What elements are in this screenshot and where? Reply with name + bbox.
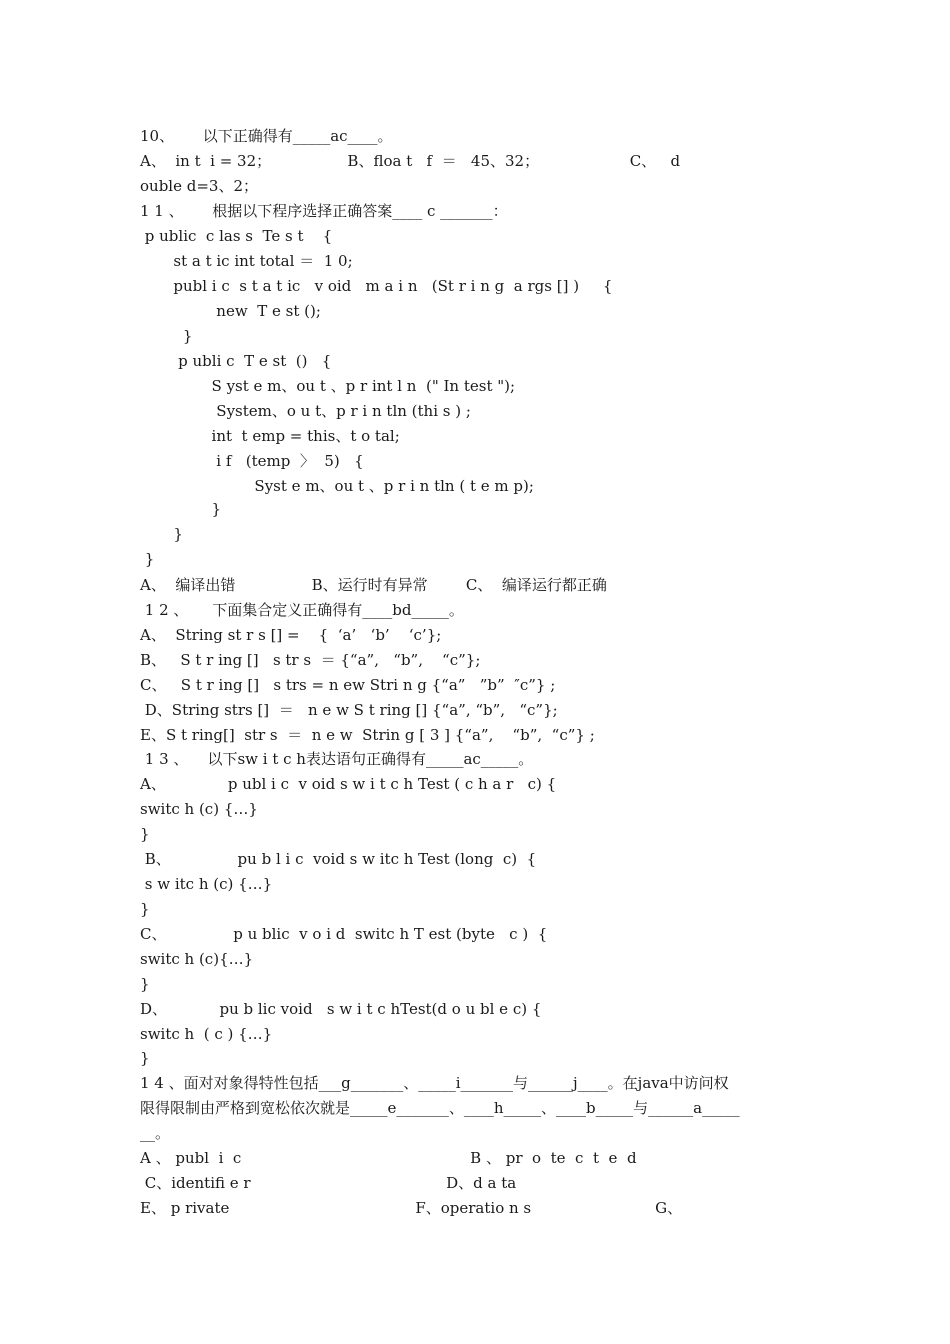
code-line: publ i c s t a t ic v oid m a i n (St r i n g a rgs [] ) { [140,277,613,295]
code-line: System、o u t、p r i n tln (thi s ) ; [140,402,471,420]
question-14-title-cont: 限得限制由严格到宽松依次就是_____e_______、____h_____、____b_____与______a_____ [140,1099,740,1117]
code-line: Syst e m、ou t 、p r i n tln ( t e m p); [140,477,534,495]
question-12-option-c: C、 S t r ing [] s trs = n ew Stri n g {“a” ”b” ″c”} ; [140,676,556,694]
question-10-options-cont: ouble d=3、2； [140,177,258,195]
code-line: p ubli c T e st () { [140,352,332,370]
question-11-options: A、 编译出错 B、运行时有异常 C、 编译运行都正确 [140,576,607,594]
question-11-title: 1 1 、 根据以下程序选择正确答案____ c _______： [140,202,508,220]
code-line: } [140,327,193,345]
question-14-options-efg: E、 p rivate F、operatio n s G、 [140,1199,683,1217]
code-line: int t emp = this、t o tal; [140,427,400,445]
code-line: s w itc h (c) {…} [140,875,273,893]
question-12-title: 1 2 、 下面集合定义正确得有____bd_____。 [140,601,464,619]
question-14-options-ab: A 、 publ i c B 、 pr o te c t e d [140,1149,637,1167]
question-12-option-d: D、String strs [] ＝ n e w S t ring [] {“a”, “b”, “c”}; [140,701,558,719]
code-line: p ublic c las s Te s t { [140,227,333,245]
code-line: } [140,550,155,568]
question-14-title: 1 4 、面对对象得特性包括___g_______、_____i_______与______j____。在java中访问权 [140,1074,729,1092]
code-line: S yst e m、ou t 、p r int l n (" In test "); [140,377,516,395]
code-line: } [140,500,222,518]
question-14-title-end: __。 [140,1124,171,1142]
code-line: } [140,900,150,918]
question-12-option-e: E、S t ring[] str s ＝ n e w Strin g [ 3 ] {“a”, “b”, “c”} ; [140,726,595,744]
question-13-title: 1 3 、 以下sw i t c h表达语句正确得有_____ac_____。 [140,750,534,768]
code-line: switc h ( c ) {…} [140,1025,273,1043]
code-line: new T e st (); [140,302,321,320]
question-12-option-a: A、 String st r s [] = { ‘a’ ‘b’ ‘c’}; [140,626,442,644]
code-line: } [140,1049,150,1067]
code-line: } [140,825,150,843]
code-line: switc h (c){…} [140,950,254,968]
question-13-option-d: D、 pu b lic void s w i t c hTest(d o u bl e c) { [140,1000,542,1018]
code-line: } [140,975,150,993]
code-line: } [140,525,183,543]
question-13-option-c: C、 p u blic v o i d switc h T est (byte c ) { [140,925,548,943]
question-13-option-a: A、 p ubl i c v oid s w i t c h Test ( c h a r c) { [140,775,557,793]
question-14-options-cd: C、identifi e r D、d a ta [140,1174,517,1192]
question-10-options: A、 in t i = 32； B、floa t f ＝ 45、32； C、 d [140,152,681,170]
code-line: i f (temp 〉 5) { [140,452,364,470]
question-13-option-b: B、 pu b l i c void s w itc h Test (long c) { [140,850,537,868]
code-line: switc h (c) {…} [140,800,258,818]
question-12-option-b: B、 S t r ing [] s tr s ＝ {“a”, “b”, “c”}; [140,651,481,669]
question-10-title: 10、 以下正确得有_____ac____。 [140,127,393,145]
code-line: st a t ic int total ＝ 1 0; [140,252,353,270]
